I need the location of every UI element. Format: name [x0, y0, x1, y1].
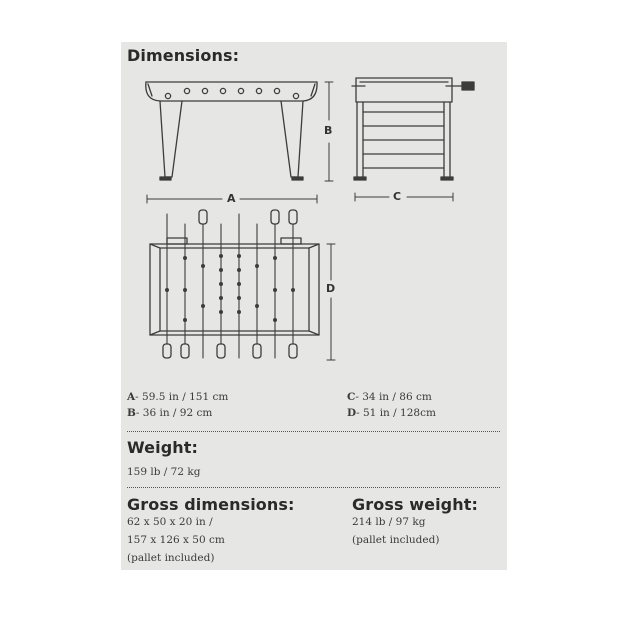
dimensions-heading: Dimensions: — [127, 46, 240, 65]
spec-a-value: - 59.5 in / 151 cm — [135, 391, 229, 403]
gross-weight-value: 214 lb / 97 kg — [352, 516, 426, 528]
spec-d-value: - 51 in / 128cm — [356, 407, 436, 419]
top-view-drawing — [150, 210, 319, 358]
spec-c-value: - 34 in / 86 cm — [355, 391, 432, 403]
spec-c-key: C — [347, 391, 356, 403]
weight-value: 159 lb / 72 kg — [127, 466, 201, 478]
divider — [127, 431, 500, 432]
weight-heading: Weight: — [127, 438, 199, 457]
spec-a-key: A — [127, 391, 136, 403]
dimension-label-c: C — [393, 190, 402, 203]
gross-dimensions-heading: Gross dimensions: — [127, 495, 295, 514]
spec-d — [347, 405, 436, 421]
spec-b — [127, 405, 212, 421]
spec-d-key: D — [347, 407, 357, 419]
gross-dimensions-note: (pallet included) — [127, 552, 215, 564]
spec-c — [347, 389, 432, 405]
spec-b-key: B — [127, 407, 136, 419]
side-view-drawing — [146, 82, 317, 180]
dimension-label-a: A — [227, 192, 236, 205]
gross-dimensions-line1: 62 x 50 x 20 in / — [127, 516, 213, 528]
dimension-label-d: D — [326, 282, 336, 295]
end-view-drawing — [352, 78, 474, 180]
gross-dimensions-line2: 157 x 126 x 50 cm — [127, 534, 225, 546]
dimension-label-b: B — [324, 124, 333, 137]
spec-b-value: - 36 in / 92 cm — [135, 407, 213, 419]
divider — [127, 487, 500, 488]
spec-a — [127, 389, 228, 405]
gross-weight-note: (pallet included) — [352, 534, 440, 546]
gross-weight-heading: Gross weight: — [352, 495, 478, 514]
